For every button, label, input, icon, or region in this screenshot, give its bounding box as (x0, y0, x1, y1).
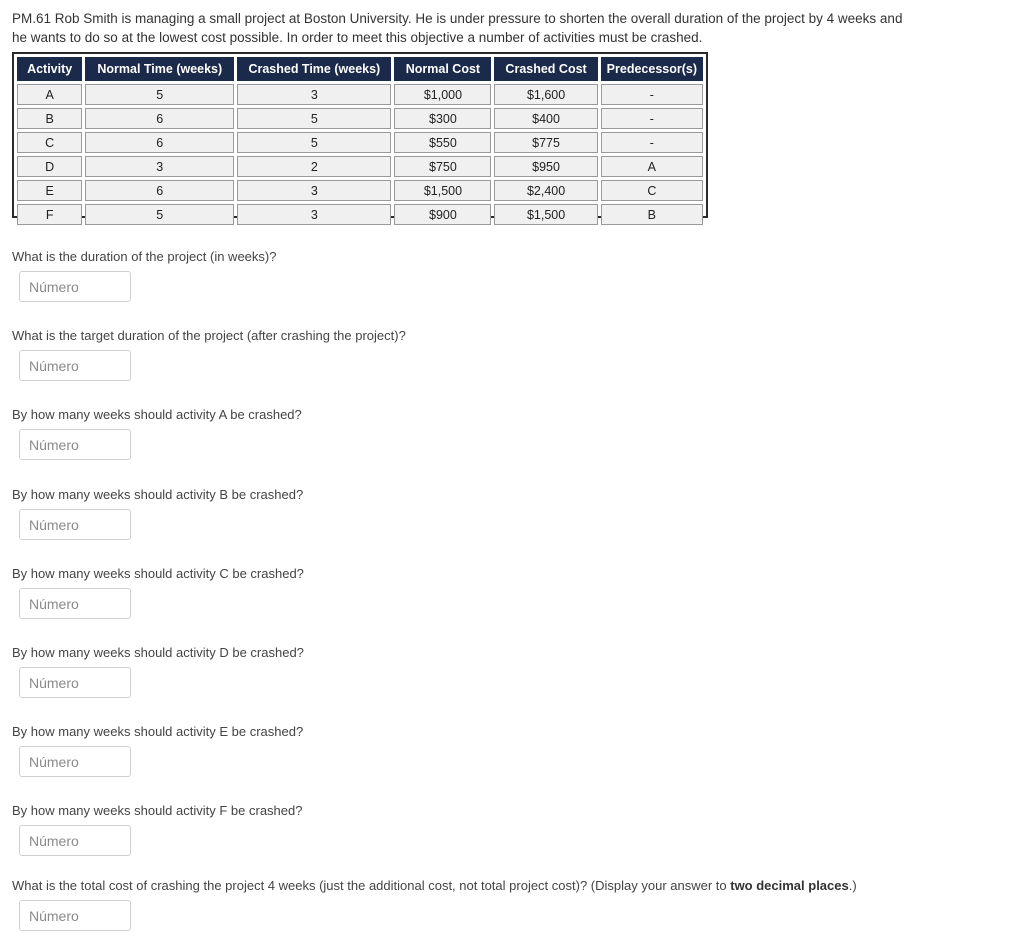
answer-input-crash-a[interactable] (19, 429, 131, 460)
table-cell: - (601, 108, 703, 129)
table-cell: $550 (394, 132, 491, 153)
answer-input-crash-c[interactable] (19, 588, 131, 619)
table-row (17, 84, 703, 105)
table-cell: 5 (237, 132, 391, 153)
question-text: What is the total cost of crashing the project 4 weeks (just the additional cost, not total project cost)? (Display your answer to (12, 878, 731, 893)
table-cell: A (17, 84, 82, 105)
table-cell: - (601, 84, 703, 105)
question-crash-c: By how many weeks should activity C be crashed? (12, 566, 304, 581)
answer-input-crash-d[interactable] (19, 667, 131, 698)
table-cell: $2,400 (494, 180, 597, 201)
col-header-predecessors: Predecessor(s) (601, 57, 703, 81)
table-cell: $950 (494, 156, 597, 177)
table-cell: 2 (237, 156, 391, 177)
activity-table-frame (12, 52, 708, 222)
table-cell: 5 (85, 84, 234, 105)
table-row (17, 204, 703, 225)
table-cell: $900 (394, 204, 491, 225)
table-cell: $400 (494, 108, 597, 129)
table-cell: $775 (494, 132, 597, 153)
table-cell: B (601, 204, 703, 225)
table-row (17, 180, 703, 201)
answer-input-crash-f[interactable] (19, 825, 131, 856)
table-cell: 6 (85, 132, 234, 153)
table-cell: $300 (394, 108, 491, 129)
answer-input-crash-b[interactable] (19, 509, 131, 540)
table-cell: D (17, 156, 82, 177)
table-row (17, 108, 703, 129)
question-text-end: .) (848, 878, 857, 893)
question-total-crash-cost (12, 878, 857, 893)
emphasis-text: two decimal places (730, 878, 849, 893)
table-cell: 5 (85, 204, 234, 225)
table-header-row (17, 57, 703, 81)
answer-input-project-duration[interactable] (19, 271, 131, 302)
question-crash-a: By how many weeks should activity A be crashed? (12, 407, 302, 422)
answer-input-total-crash-cost[interactable] (19, 900, 131, 931)
question-target-duration: What is the target duration of the project (after crashing the project)? (12, 328, 406, 343)
table-cell: 6 (85, 180, 234, 201)
table-cell: C (601, 180, 703, 201)
table-cell: $1,500 (394, 180, 491, 201)
table-cell: 3 (237, 180, 391, 201)
table-cell: $1,000 (394, 84, 491, 105)
table-cell: F (17, 204, 82, 225)
table-cell: $1,600 (494, 84, 597, 105)
table-cell: 3 (85, 156, 234, 177)
question-crash-d: By how many weeks should activity D be crashed? (12, 645, 304, 660)
table-row (17, 132, 703, 153)
question-crash-e: By how many weeks should activity E be crashed? (12, 724, 304, 739)
table-cell: 3 (237, 204, 391, 225)
table-cell: - (601, 132, 703, 153)
question-crash-f: By how many weeks should activity F be crashed? (12, 803, 303, 818)
question-project-duration: What is the duration of the project (in weeks)? (12, 249, 277, 264)
col-header-crashed-cost: Crashed Cost (494, 57, 597, 81)
table-row (17, 156, 703, 177)
col-header-activity: Activity (17, 57, 82, 81)
table-cell: E (17, 180, 82, 201)
table-cell: $750 (394, 156, 491, 177)
activity-table (14, 54, 706, 228)
answer-input-crash-e[interactable] (19, 746, 131, 777)
problem-statement: PM.61 Rob Smith is managing a small project at Boston University. He is under pressure to shorten the overall duration of the project by 4 weeks and he wants to do so at the lowest cost possible. In order to meet this objective a number of activities must be crashed. (12, 11, 903, 45)
table-cell: C (17, 132, 82, 153)
question-crash-b: By how many weeks should activity B be crashed? (12, 487, 304, 502)
table-cell: 5 (237, 108, 391, 129)
answer-input-target-duration[interactable] (19, 350, 131, 381)
table-cell: 6 (85, 108, 234, 129)
table-cell: 3 (237, 84, 391, 105)
col-header-normal-time: Normal Time (weeks) (85, 57, 234, 81)
col-header-normal-cost: Normal Cost (394, 57, 491, 81)
col-header-crashed-time: Crashed Time (weeks) (237, 57, 391, 81)
table-cell: B (17, 108, 82, 129)
table-cell: $1,500 (494, 204, 597, 225)
table-cell: A (601, 156, 703, 177)
